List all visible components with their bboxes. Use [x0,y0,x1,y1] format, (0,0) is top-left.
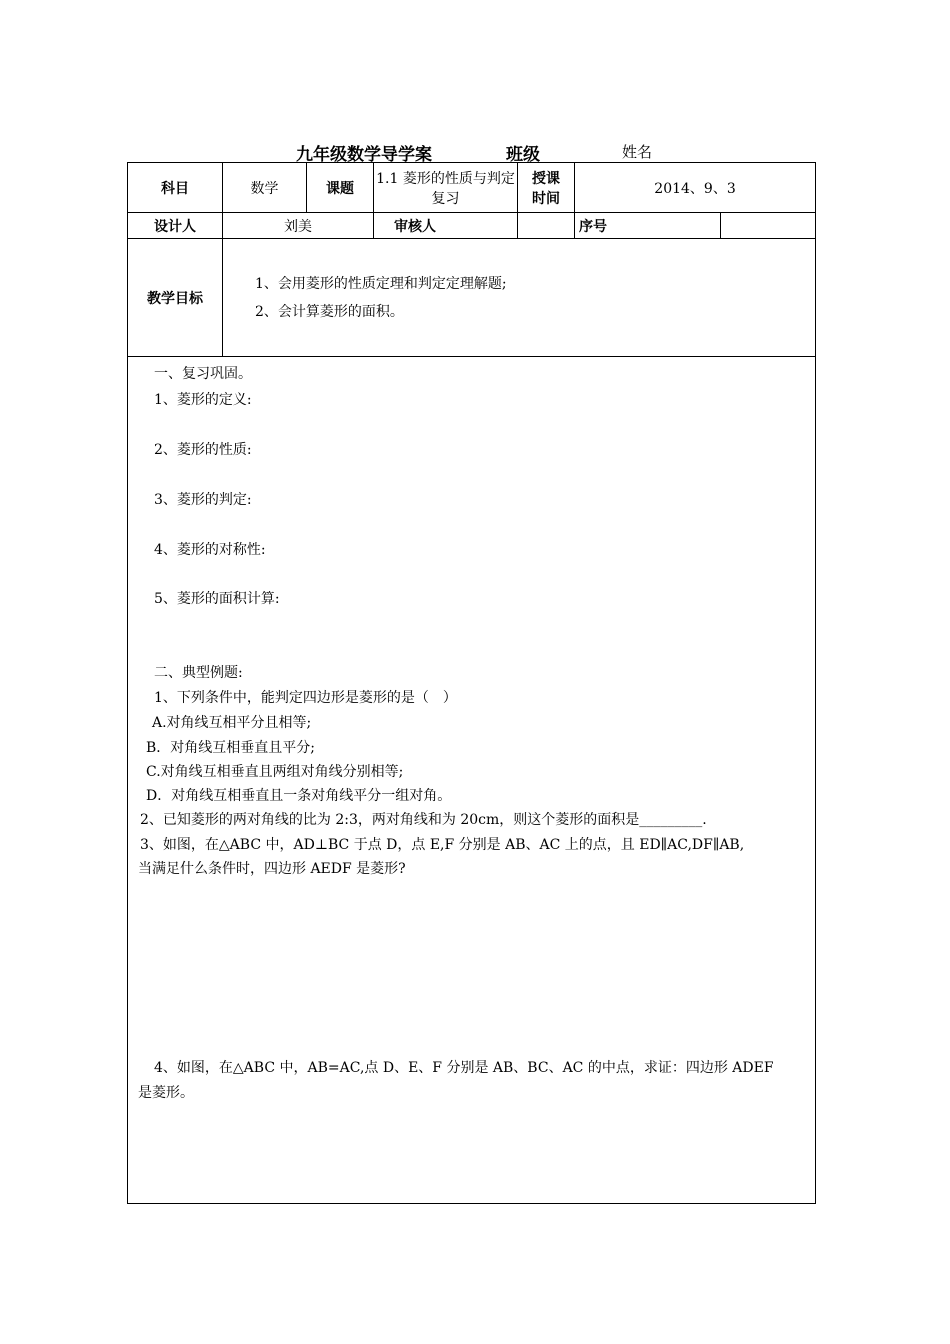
subject-value: 数学 [223,163,307,213]
q1-option: D．对角线互相垂直且一条对角线平分一组对角。 [146,788,452,804]
objectives-row [128,239,816,357]
question-4-line-1: 4、如图，在△ABC 中，AB=AC,点 D、E、F 分别是 AB、BC、AC 的中点，求证：四边形 ADEF [154,1060,774,1076]
question-2: 2、已知菱形的两对角线的比为 2:3，两对角线和为 20cm，则这个菱形的面积是_________. [140,812,707,828]
reviewer-value [518,213,575,239]
content-row [128,357,816,1204]
seq-label [575,213,721,239]
objectives-label: 教学目标 [128,239,223,357]
designer-value: 刘美 [223,213,374,239]
seq-label-text: 序号 [579,218,607,235]
q1-option: B．对角线互相垂直且平分; [146,740,316,756]
topic-value: 1.1 菱形的性质与判定复习 [374,163,518,213]
review-item: 2、菱形的性质: [154,442,252,458]
question-1: 1、下列条件中，能判定四边形是菱形的是（ ） [154,690,457,706]
header [0,136,950,165]
time-label [518,163,575,213]
info-row-2 [128,213,816,239]
lesson-plan-table [127,162,816,1204]
objective-item: 1、会用菱形的性质定理和判定定理解题; [255,275,507,292]
class-label: 班级 [506,145,540,165]
question-4-line-2: 是菱形。 [138,1085,194,1101]
review-item: 1、菱形的定义: [154,392,252,408]
reviewer-label [374,213,518,239]
topic-label: 课题 [307,163,374,213]
time-value: 2014、9、3 [575,163,816,213]
subject-label: 科目 [128,163,223,213]
objective-item: 2、会计算菱形的面积。 [255,303,404,320]
review-item: 3、菱形的判定: [154,492,252,508]
q1-option: A.对角线互相平分且相等; [152,715,312,731]
seq-value [721,213,816,239]
content-cell [128,357,816,1204]
designer-label: 设计人 [128,213,223,239]
review-heading: 一、复习巩固。 [154,366,252,382]
objectives-cell [223,239,816,357]
reviewer-label-text: 审核人 [394,218,436,235]
examples-heading: 二、典型例题: [154,665,243,681]
info-row-1 [128,163,816,213]
page-title: 九年级数学导学案 [296,145,432,165]
question-3-line-1: 3、如图，在△ABC 中，AD⊥BC 于点 D，点 E,F 分别是 AB、AC 上的点，且 ED∥AC,DF∥AB, [140,837,745,853]
review-item: 5、菱形的面积计算: [154,591,280,607]
name-label: 姓名 [622,143,653,161]
time-label-line-2: 时间 [532,190,560,207]
question-3-line-2: 当满足什么条件时，四边形 AEDF 是菱形? [138,861,406,877]
review-item: 4、菱形的对称性: [154,542,266,558]
time-label-line-1: 授课 [532,170,560,187]
q1-option: C.对角线互相垂直且两组对角线分别相等; [146,764,404,780]
